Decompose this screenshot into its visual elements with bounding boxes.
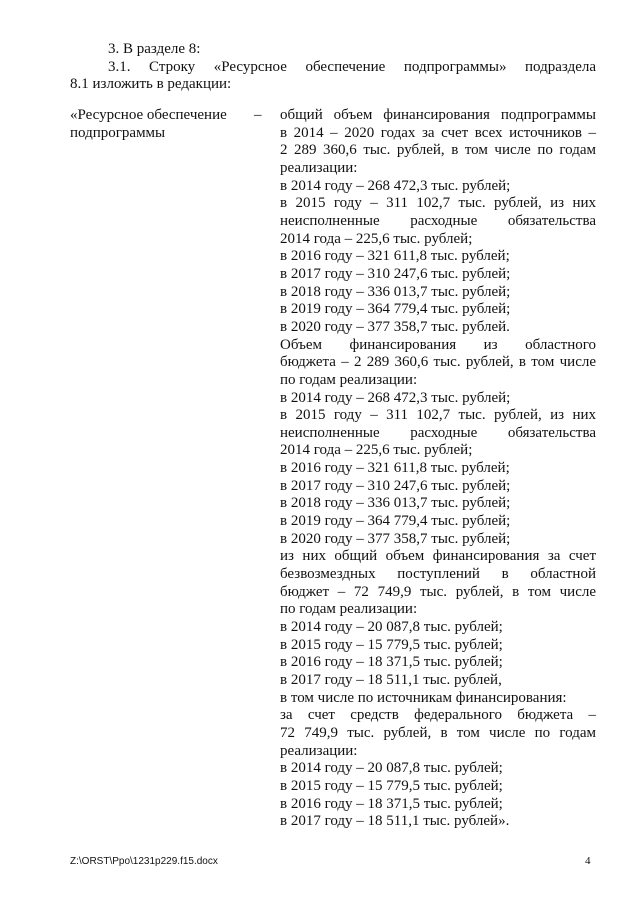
row-content-line: в 2016 году – 18 371,5 тыс. рублей; <box>280 654 503 671</box>
row-content-line: в 2020 году – 377 358,7 тыс. рублей; <box>280 530 511 547</box>
row-content-line: в 2015 году – 311 102,7 тыс. рублей, из них <box>280 407 596 424</box>
row-content-line: 2014 года – 225,6 тыс. рублей; <box>280 230 473 247</box>
row-content-line: в 2015 году – 15 779,5 тыс. рублей; <box>280 777 503 794</box>
row-content-line: в 2014 году – 268 472,3 тыс. рублей; <box>280 177 511 194</box>
row-content-line: неисполненные расходные обязательства <box>280 424 596 441</box>
row-label <box>70 107 266 142</box>
row-content-line: в 2014 году – 268 472,3 тыс. рублей; <box>280 389 511 406</box>
row-dash: – <box>254 107 262 123</box>
row-content-line: в 2016 году – 321 611,8 тыс. рублей; <box>280 248 510 265</box>
row-content-line: реализации: <box>280 159 358 176</box>
row-content-line: 2014 года – 225,6 тыс. рублей; <box>280 442 473 459</box>
row-content-line: в 2018 году – 336 013,7 тыс. рублей; <box>280 495 511 512</box>
row-content-line: в 2015 году – 311 102,7 тыс. рублей, из них <box>280 195 596 212</box>
row-content-line: Объем финансирования из областного <box>280 336 596 353</box>
row-content-line: в 2014 – 2020 годах за счет всех источников – <box>280 124 596 141</box>
row-content-line: в 2017 году – 310 247,6 тыс. рублей; <box>280 477 511 494</box>
row-content-line: 72 749,9 тыс. рублей, в том числе по годам <box>280 724 596 741</box>
footer-page-number: 4 <box>585 855 591 867</box>
row-content-line: в 2017 году – 18 511,1 тыс. рублей». <box>280 813 510 830</box>
row-content-line: в 2014 году – 20 087,8 тыс. рублей; <box>280 619 503 636</box>
row-content-line: в 2016 году – 321 611,8 тыс. рублей; <box>280 460 510 477</box>
row-label-line-2: подпрограммы <box>70 124 166 141</box>
row-content-line: 2 289 360,6 тыс. рублей, в том числе по годам <box>280 142 596 159</box>
row-content-line: по годам реализации: <box>280 371 418 388</box>
row-content-line: по годам реализации: <box>280 601 418 618</box>
row-content-line: из них общий объем финансирования за счет <box>280 548 596 565</box>
row-content-line: в 2019 году – 364 779,4 тыс. рублей; <box>280 301 511 318</box>
row-content-line: за счет средств федерального бюджета – <box>280 707 596 724</box>
row-content <box>280 107 596 831</box>
footer-file-path: Z:\ORST\Ppo\1231p229.f15.docx <box>70 856 218 867</box>
row-content-line: реализации: <box>280 742 358 759</box>
row-content-line: в 2016 году – 18 371,5 тыс. рублей; <box>280 795 503 812</box>
row-content-line: в 2014 году – 20 087,8 тыс. рублей; <box>280 760 503 777</box>
intro-block <box>70 41 596 94</box>
subsection-line-continued: 8.1 изложить в редакции: <box>70 76 232 93</box>
row-content-line: бюджета – 2 289 360,6 тыс. рублей, в том числе <box>280 354 596 371</box>
row-content-line: в 2017 году – 310 247,6 тыс. рублей; <box>280 265 511 282</box>
row-content-line: неисполненные расходные обязательства <box>280 212 596 229</box>
row-label-line-1: «Ресурсное обеспечение <box>70 107 227 123</box>
row-content-line: общий объем финансирования подпрограммы <box>280 107 596 123</box>
row-content-line: в 2017 году – 18 511,1 тыс. рублей, <box>280 672 502 688</box>
subsection-line: 3.1. Строку «Ресурсное обеспечение подпрограммы» подраздела <box>108 58 596 75</box>
row-content-line: в 2020 году – 377 358,7 тыс. рублей. <box>280 318 510 335</box>
row-content-line: в 2018 году – 336 013,7 тыс. рублей; <box>280 283 511 300</box>
row-content-line: безвозмездных поступлений в областной <box>280 566 596 583</box>
section-heading: 3. В разделе 8: <box>108 41 201 57</box>
row-content-line: в 2015 году – 15 779,5 тыс. рублей; <box>280 636 503 653</box>
row-content-line: бюджет – 72 749,9 тыс. рублей, в том числе <box>280 583 596 600</box>
row-content-line: в том числе по источникам финансирования: <box>280 689 567 706</box>
row-content-line: в 2019 году – 364 779,4 тыс. рублей; <box>280 513 511 530</box>
